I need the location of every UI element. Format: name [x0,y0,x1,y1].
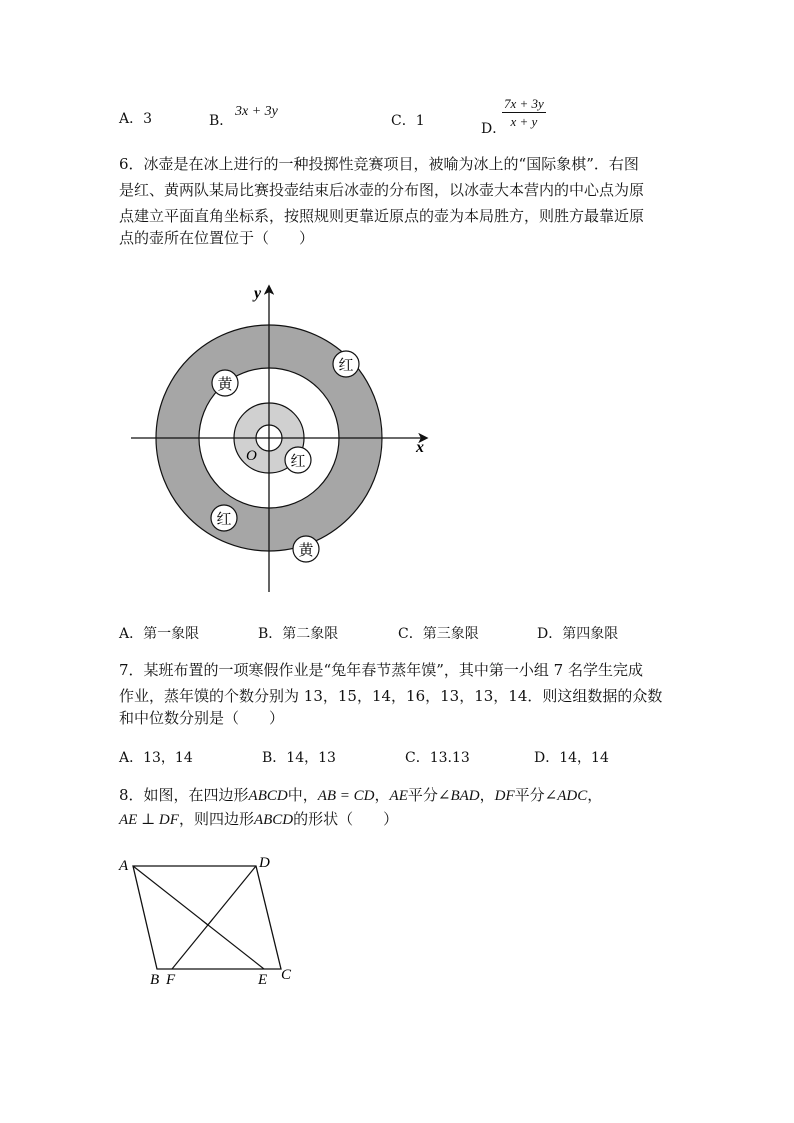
q8-math: ADC [557,788,588,804]
q8-math: AE ⊥ DF [119,812,179,828]
q8-text: ，则四边形 [178,810,254,828]
q5-option-c[interactable]: C．1 [391,113,425,129]
q8-text: 8．如图，在四边形 [119,786,249,804]
fraction-numerator: 7x + 3y [504,96,544,111]
stone-red-first-quadrant [333,351,359,377]
q8-line-1 [119,782,602,809]
q5-option-d[interactable]: D． [481,121,507,137]
q6-line-3: 点建立平面直角坐标系，按照规则更靠近原点的壶为本局胜方，则胜方最靠近原 [119,207,645,225]
q8-text: ， [587,786,603,804]
q6-option-c[interactable]: C．第三象限 [398,626,479,642]
q8-math: DF [494,788,515,804]
stone-label: 黄 [298,543,314,559]
stone-red-fourth-quadrant [285,447,311,473]
q7-line-2: 作业，蒸年馍的个数分别为 13，15，14，16，13，13，14．则这组数据的众数 [119,687,663,705]
q8-text: 平分∠ [514,786,558,804]
fraction-denominator: x + y [510,114,538,129]
origin-label: O [246,448,257,464]
q8-text: ， [479,786,495,804]
q6-line-1: 6．冰壶是在冰上进行的一种投掷性竞赛项目，被喻为冰上的“国际象棋”．右图 [119,155,639,173]
curling-house-figure [120,275,440,605]
stone-yellow-second-quadrant [212,370,238,396]
stone-label: 红 [216,512,232,528]
x-axis-label: x [416,439,424,456]
q8-math: ABCD [248,788,288,804]
q5-option-d-fraction [502,96,546,129]
vertex-label-b: B [150,972,160,988]
q8-math: AE [389,788,408,804]
segment-ae [133,866,264,969]
q8-text: ， [374,786,390,804]
q8-math: BAD [450,788,480,804]
q7-option-a[interactable]: A．13，14 [119,750,193,766]
q8-text: 平分∠ [407,786,451,804]
point-label-e: E [258,972,268,988]
q6-option-b[interactable]: B．第二象限 [258,626,339,642]
quadrilateral-figure [115,850,305,990]
q6-option-a[interactable]: A．第一象限 [119,626,200,642]
q7-option-b[interactable]: B．14，13 [262,750,336,766]
q7-option-c[interactable]: C．13.13 [405,750,470,766]
vertex-label-c: C [281,967,292,983]
q5-option-b-expression: 3x + 3y [235,104,278,119]
stone-yellow-fourth-quadrant [293,536,319,562]
quadrilateral-abcd [133,866,281,969]
vertex-label-a: A [119,858,129,874]
stone-red-third-quadrant [211,505,237,531]
q7-line-3: 和中位数分别是（ ） [119,709,285,727]
q6-option-d[interactable]: D．第四象限 [537,626,619,642]
q5-option-a[interactable]: A．3 [119,111,153,127]
vertex-label-d: D [259,855,270,871]
stone-label: 红 [338,358,354,374]
q8-math: AB = CD [317,788,375,804]
q8-line-2 [119,806,398,833]
q5-option-b[interactable]: B． [209,113,234,129]
q6-line-4: 点的壶所在位置位于（ ） [119,229,315,247]
y-axis-label: y [254,285,262,302]
q8-text: 中， [287,786,318,804]
q7-line-1: 7．某班布置的一项寒假作业是“兔年春节蒸年馍”，其中第一小组 7 名学生完成 [119,661,643,679]
q8-math: ABCD [253,812,294,828]
point-label-f: F [166,972,176,988]
q8-text: 的形状（ ） [293,810,399,828]
q6-line-2: 是红、黄两队某局比赛投壶结束后冰壶的分布图，以冰壶大本营内的中心点为原 [119,181,645,199]
right-angle-mark [202,919,213,925]
stone-label: 红 [290,454,306,470]
stone-label: 黄 [217,377,233,393]
q7-option-d[interactable]: D．14，14 [534,750,609,766]
